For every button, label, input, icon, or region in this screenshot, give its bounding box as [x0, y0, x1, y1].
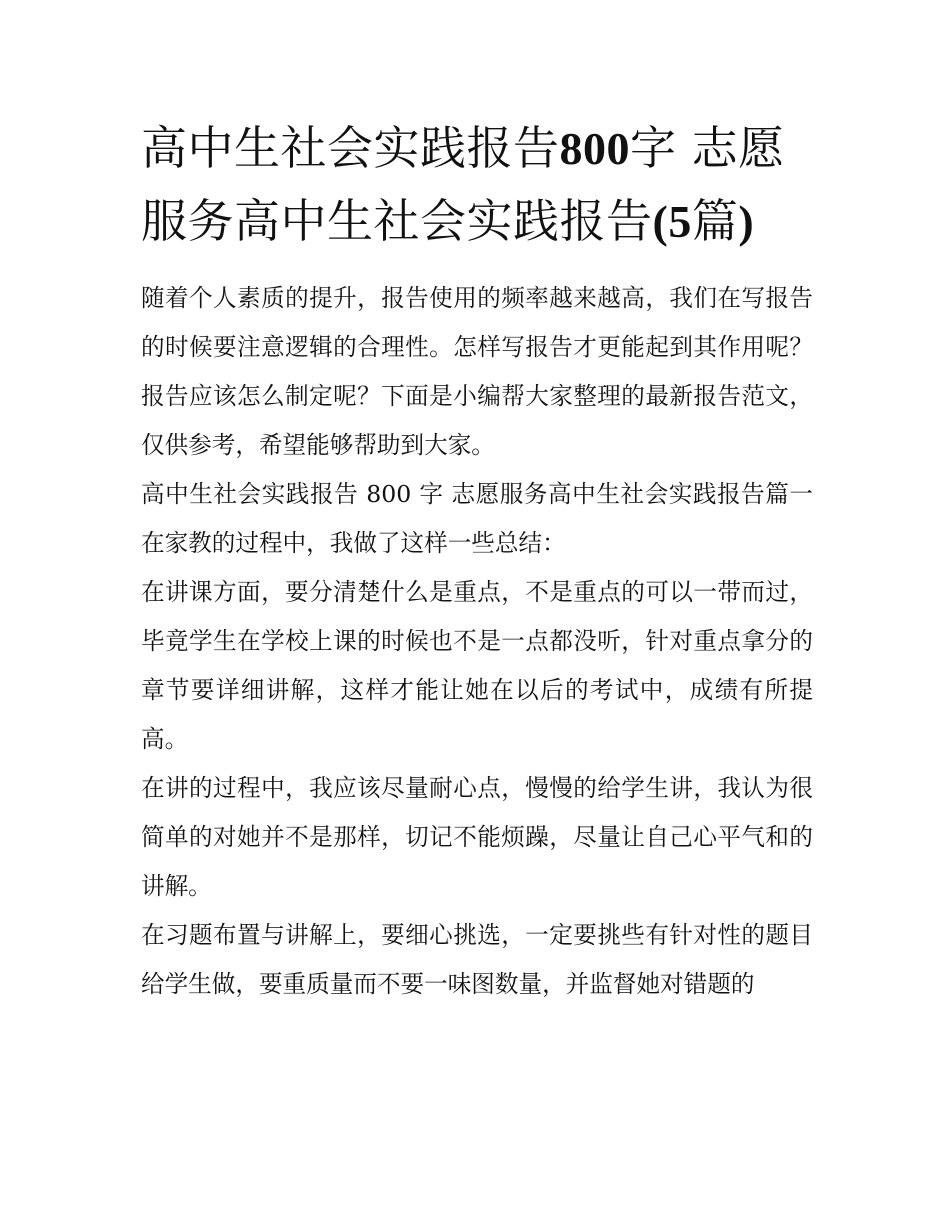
teaching-key-points-paragraph: 在讲课方面，要分清楚什么是重点，不是重点的可以一带而过，毕竟学生在学校上课的时候也不是一点都没听，针对重点拿分的章节要详细讲解，这样才能让她在以后的考试中，成绩有所提高。	[141, 578, 813, 753]
document-title	[141, 112, 813, 258]
exercise-paragraph: 在习题布置与讲解上，要细心挑选，一定要挑些有针对性的题目给学生做，要重质量而不要一味图数量，并监督她对错题的	[141, 921, 813, 998]
document-body	[141, 112, 813, 1009]
title-count-close: )	[738, 196, 755, 247]
patience-paragraph: 在讲的过程中，我应该尽量耐心点，慢慢的给学生讲，我认为很简单的对她并不是那样，切记不能烦躁，尽量让自己心平气和的讲解。	[141, 774, 813, 900]
section-heading-paragraph: 高中生社会实践报告 800 字 志愿服务高中生社会实践报告篇一 在家教的过程中，我做了这样一些总结：	[141, 480, 813, 557]
title-text-2: 字 志愿服务高中生社会实践报告	[141, 121, 785, 248]
title-text-1: 高中生社会实践报告	[141, 121, 560, 175]
intro-paragraph: 随着个人素质的提升，报告使用的频率越来越高，我们在写报告的时候要注意逻辑的合理性。怎样写报告才更能起到其作用呢？报告应该怎么制定呢？下面是小编帮大家整理的最新报告范文，仅供参考，希望能够帮助到大家。	[141, 284, 813, 459]
title-number: 800	[559, 123, 630, 174]
title-count-open: (5	[652, 196, 692, 247]
title-text-3: 篇	[691, 194, 739, 248]
